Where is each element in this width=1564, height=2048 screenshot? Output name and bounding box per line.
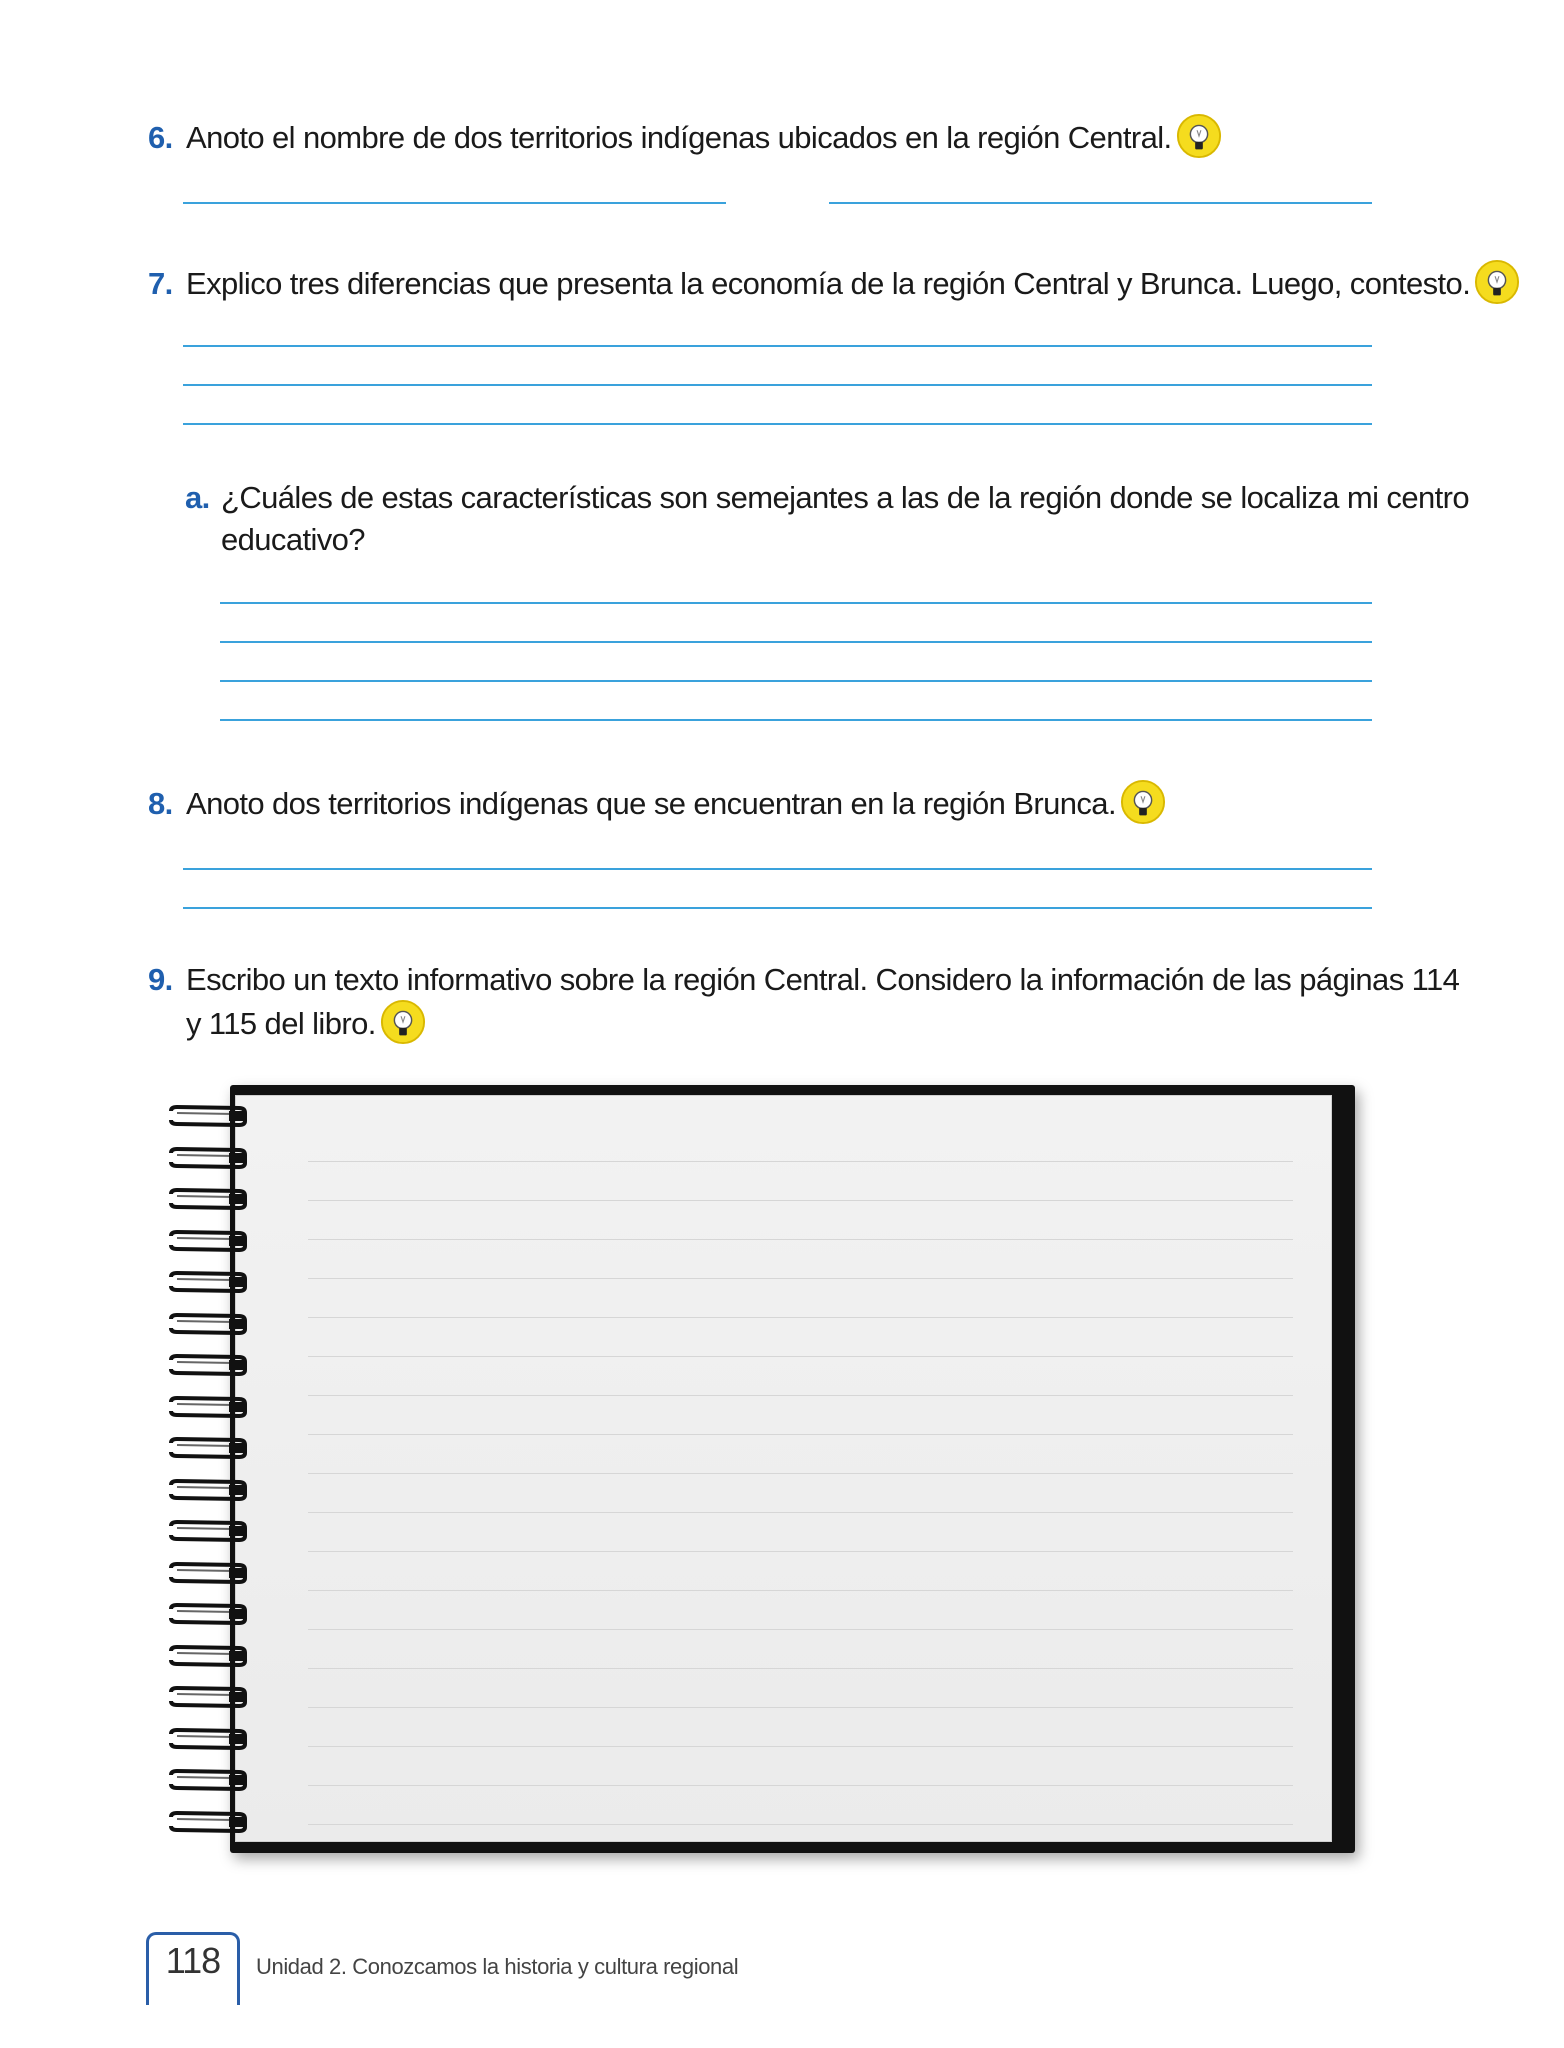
question-text: Anoto dos territorios indígenas que se encuentran en la región Brunca. — [186, 782, 1166, 829]
question-text-line-2: y 115 del libro. — [186, 1002, 426, 1049]
question-number: 9. — [148, 962, 173, 997]
notebook-ruled-line — [308, 1434, 1293, 1435]
question-text: Explico tres diferencias que presenta la economía de la región Central y Brunca. Luego, contesto. — [186, 262, 1520, 309]
answer-line[interactable] — [183, 345, 1372, 347]
answer-line[interactable] — [183, 202, 726, 204]
question-number: 8. — [148, 786, 173, 821]
spiral-coil — [167, 1147, 247, 1169]
spiral-coil — [167, 1520, 247, 1542]
spiral-coil — [167, 1811, 247, 1833]
spiral-coil — [167, 1728, 247, 1750]
spiral-coil — [167, 1645, 247, 1667]
spiral-coil — [167, 1562, 247, 1584]
notebook-ruled-line — [308, 1746, 1293, 1747]
answer-line[interactable] — [183, 384, 1372, 386]
question-number: 6. — [148, 120, 173, 155]
question-text: Anoto el nombre de dos territorios indígenas ubicados en la región Central. — [186, 116, 1222, 163]
lightbulb-icon — [380, 999, 426, 1045]
footer-unit-title: Unidad 2. Conozcamos la historia y cultura regional — [256, 1954, 739, 1979]
notebook-ruled-line — [308, 1317, 1293, 1318]
lightbulb-icon — [1176, 113, 1222, 159]
answer-line[interactable] — [220, 641, 1372, 643]
spiral-coil — [167, 1603, 247, 1625]
answer-line[interactable] — [183, 868, 1372, 870]
notebook-ruled-line — [308, 1590, 1293, 1591]
answer-line[interactable] — [183, 423, 1372, 425]
notebook-ruled-line — [308, 1824, 1293, 1825]
answer-line[interactable] — [183, 907, 1372, 909]
question-text-line-1: Escribo un texto informativo sobre la región Central. Considero la información de las páginas 114 — [186, 962, 1460, 997]
spiral-coil — [167, 1230, 247, 1252]
answer-line[interactable] — [220, 719, 1372, 721]
notebook-ruled-line — [308, 1356, 1293, 1357]
notebook-ruled-line — [308, 1707, 1293, 1708]
notebook-ruled-line — [308, 1629, 1293, 1630]
question-text-line-1: ¿Cuáles de estas características son semejantes a las de la región donde se localiza mi centro — [221, 480, 1469, 515]
spiral-coil — [167, 1769, 247, 1791]
question-text-line-2: educativo? — [221, 522, 365, 557]
answer-line[interactable] — [829, 202, 1372, 204]
notebook-ruled-line — [308, 1551, 1293, 1552]
spiral-coil — [167, 1188, 247, 1210]
notebook-ruled-line — [308, 1161, 1293, 1162]
spiral-coil — [167, 1271, 247, 1293]
notebook-ruled-line — [308, 1200, 1293, 1201]
spiral-coil — [167, 1354, 247, 1376]
notebook-ruled-line — [308, 1668, 1293, 1669]
answer-line[interactable] — [220, 602, 1372, 604]
lightbulb-icon — [1120, 779, 1166, 825]
notebook-ruled-line — [308, 1512, 1293, 1513]
answer-line[interactable] — [220, 680, 1372, 682]
spiral-coil — [167, 1313, 247, 1335]
question-number: 7. — [148, 266, 173, 301]
spiral-coil — [167, 1437, 247, 1459]
spiral-coil — [167, 1686, 247, 1708]
question-letter: a. — [185, 480, 210, 515]
notebook-ruled-line — [308, 1395, 1293, 1396]
page-number: 118 — [165, 1940, 221, 1981]
notebook-ruled-line — [308, 1785, 1293, 1786]
spiral-coil — [167, 1396, 247, 1418]
spiral-notebook — [165, 1085, 1365, 1865]
lightbulb-icon — [1474, 259, 1520, 305]
spiral-coil — [167, 1105, 247, 1127]
notebook-writing-area[interactable] — [235, 1095, 1332, 1842]
spiral-coil — [167, 1479, 247, 1501]
notebook-ruled-line — [308, 1473, 1293, 1474]
notebook-ruled-line — [308, 1239, 1293, 1240]
notebook-ruled-line — [308, 1278, 1293, 1279]
